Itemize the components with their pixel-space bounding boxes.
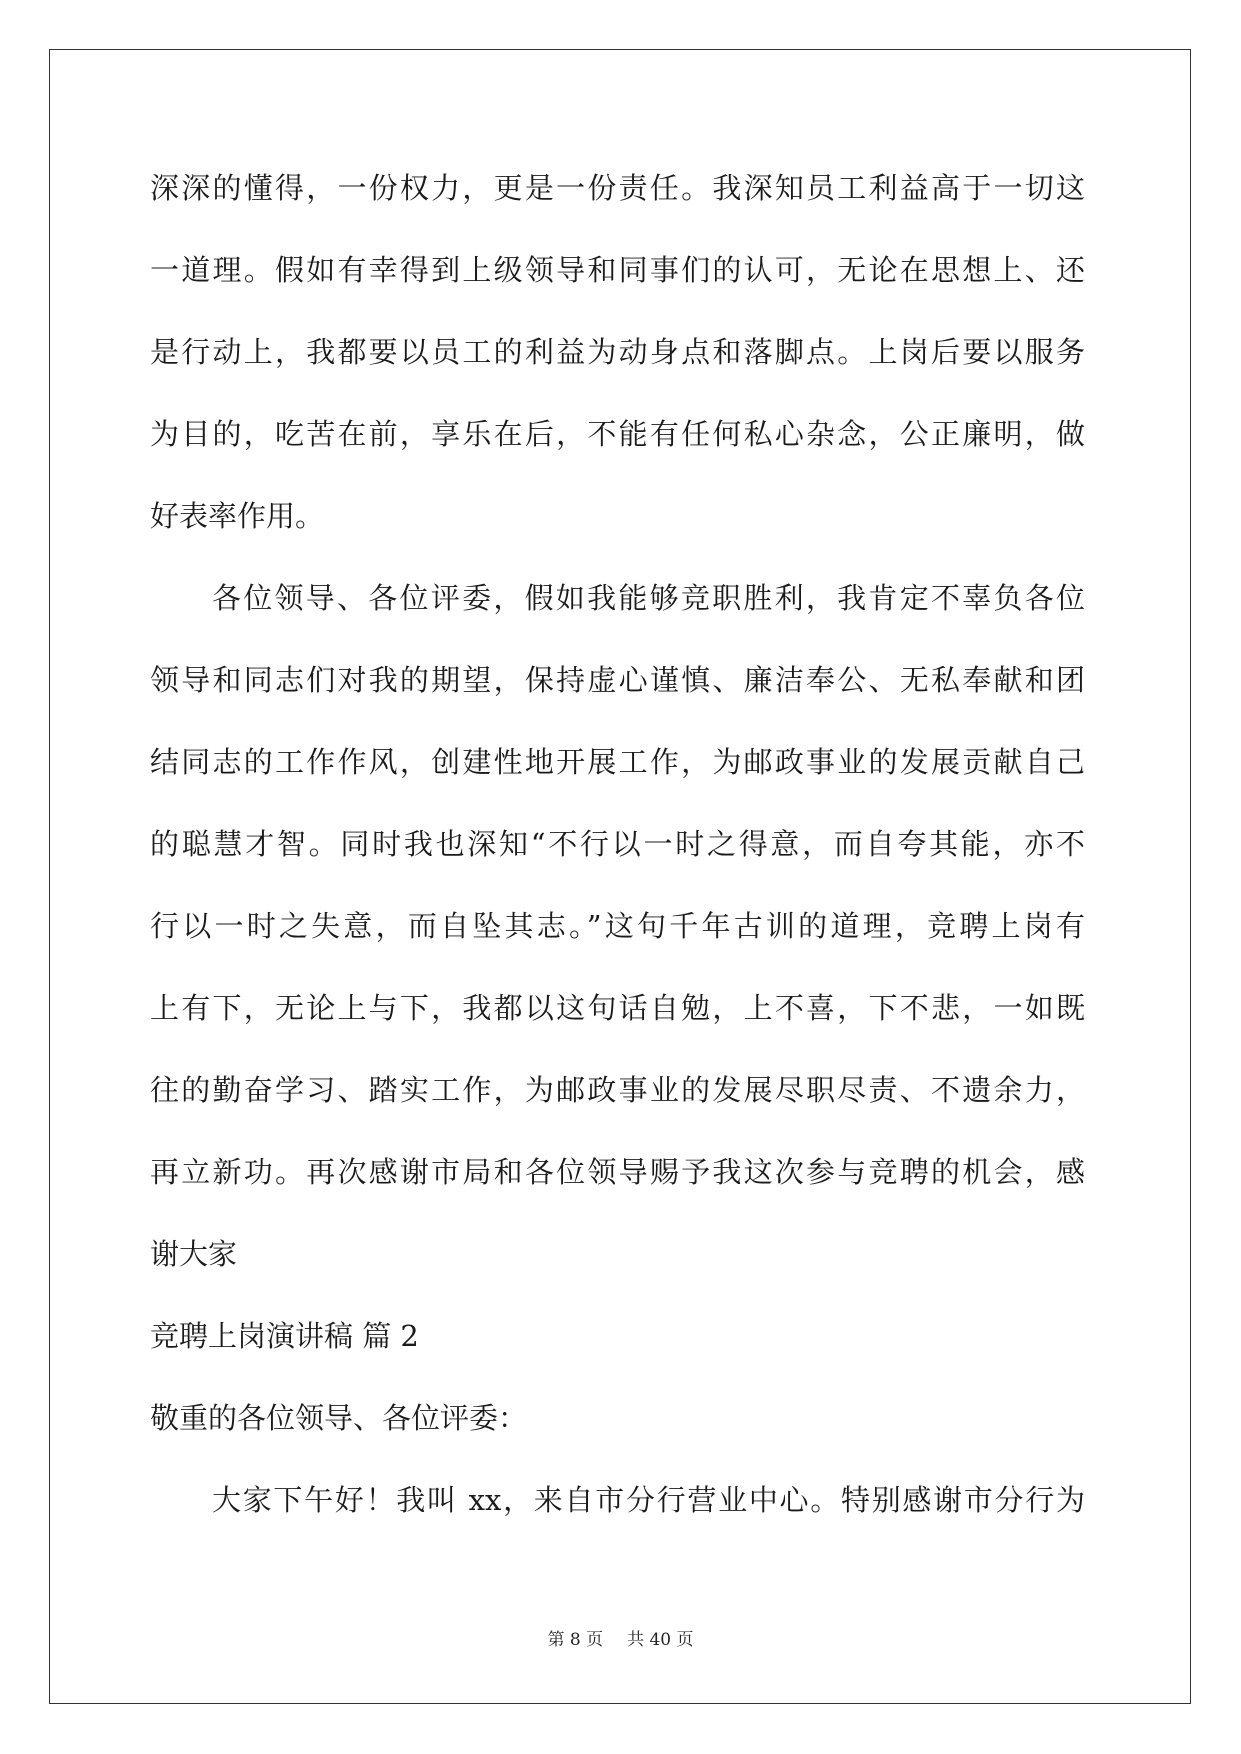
paragraph-line: 一道理。假如有幸得到上级领导和同事们的认可，无论在思想上、还 (150, 253, 1085, 287)
page-total: 共 40 页 (627, 1630, 694, 1650)
paragraph-line: 领导和同志们对我的期望，保持虚心谨慎、廉洁奉公、无私奉献和团 (150, 663, 1085, 697)
paragraph-line: 再立新功。再次感谢市局和各位领导赐予我这次参与竞聘的机会，感 (150, 1155, 1085, 1189)
paragraph-line: 大家下午好！我叫 xx，来自市分行营业中心。特别感谢市分行为 (212, 1483, 1085, 1517)
paragraph-line: 各位领导、各位评委，假如我能够竞职胜利，我肯定不辜负各位 (212, 581, 1085, 615)
section-heading: 竞聘上岗演讲稿 篇 2 (150, 1319, 419, 1353)
salutation-line: 敬重的各位领导、各位评委： (150, 1401, 528, 1435)
paragraph-line: 结同志的工作作风，创建性地开展工作，为邮政事业的发展贡献自己 (150, 745, 1085, 779)
page-footer (0, 1625, 1241, 1650)
page-number: 第 8 页 (547, 1630, 604, 1650)
paragraph-line: 好表率作用。 (150, 499, 325, 533)
document-body (150, 162, 1085, 1556)
paragraph-line: 谢大家 (150, 1237, 238, 1271)
paragraph-line: 往的勤奋学习、踏实工作，为邮政事业的发展尽职尽责、不遗余力， (150, 1073, 1085, 1107)
paragraph-line: 行以一时之失意，而自坠其志。”这句千年古训的道理，竞聘上岗有 (150, 909, 1085, 943)
paragraph-line: 的聪慧才智。同时我也深知“不行以一时之得意，而自夸其能，亦不 (150, 827, 1085, 861)
paragraph-line: 为目的，吃苦在前，享乐在后，不能有任何私心杂念，公正廉明，做 (150, 417, 1085, 451)
paragraph-line: 是行动上，我都要以员工的利益为动身点和落脚点。上岗后要以服务 (150, 335, 1085, 369)
paragraph-line: 深深的懂得，一份权力，更是一份责任。我深知员工利益高于一切这 (150, 171, 1085, 205)
paragraph-line: 上有下，无论上与下，我都以这句话自勉，上不喜，下不悲，一如既 (150, 991, 1085, 1025)
